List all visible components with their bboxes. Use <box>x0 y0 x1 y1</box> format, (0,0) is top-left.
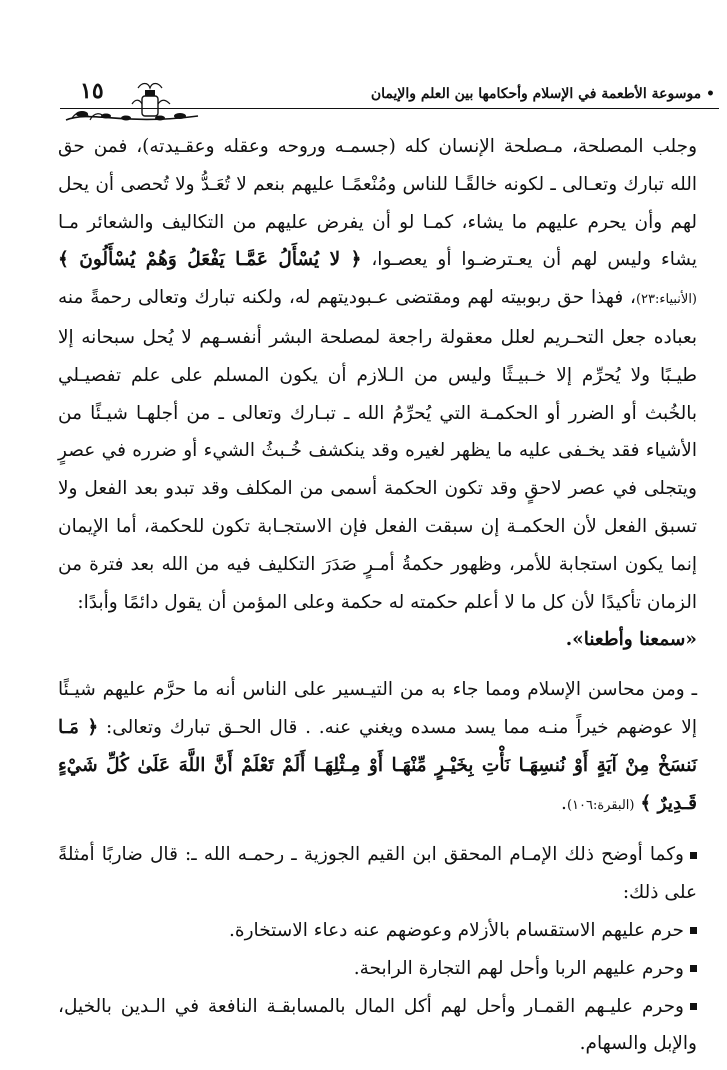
paragraph-1-end <box>58 621 697 659</box>
closing-phrase: «سمعنا وأطعنا». <box>565 629 697 651</box>
quran-verse-1: ﴿ لا يُسْأَلُ عَمَّـا يَفْعَلُ وَهُمْ يُسْأَلُونَ ﴾ <box>58 249 362 271</box>
list-item <box>58 912 697 950</box>
page-body <box>58 128 697 1063</box>
verse-2-period: . <box>561 792 567 814</box>
book-title: • موسوعة الأطعمة في الإسلام وأحكامها بين العلم والإيمان <box>370 86 715 102</box>
list-item-text: حرم عليهم الاستقسام بالأزلام وعوضهم عنه دعاء الاستخارة. <box>229 919 684 941</box>
bullet-square-icon <box>690 852 697 859</box>
section-gap-2 <box>58 824 697 836</box>
paragraph-2-text: ـ ومن محاسن الإسلام ومما جاء به من التيـسير على الناس أنه ما حرَّم عليهم شيـئًا إلا عوضهم خيراً منـه مما يسد مسده ويغني عنه. . قال الحـق تبارك وتعالى: <box>58 679 698 738</box>
paragraph-1-text: وجلب المصلحة، مـصلحة الإنسان كله (جسمـه وروحه وعقله وعقـيدته)، فمن حق الله تبارك وتعـالى ـ لكونه خالقًـا للناس ومُنْعمًـا عليهم بنعم لا تُعَـدُّ ولا تُحصى أن يحل لهم وأن يحرم عليهم ما يشاء، كمـا لو أن يفرض عليهم من التكاليف والشعائر مـا يشاء وليس لهم أن يعـترضـوا أو يعصـوا، <box>58 136 697 271</box>
paragraph-2 <box>58 671 697 824</box>
bullet-square-icon <box>690 927 697 934</box>
page-number: ١٥ <box>80 78 104 104</box>
paragraph-3-text: وكما أوضح ذلك الإمـام المحقق ابن القيم الجوزية ـ رحمـه الله ـ: قال ضاربًا أمثلةً على ذلك: <box>58 844 697 904</box>
paragraph-1 <box>58 128 697 621</box>
paragraph-1-continued: ، فهذا حق ربوبيته لهم ومقتضى عـبوديتهم له، ولكنه تبارك وتعالى رحمةً منه بعباده جعل التحـريم لعلل معقولة راجعة لمصلحة البشر أنفسـهم لا يُحل سبحانه إلا طيـبًا ولا يُحرِّم إلا خـبيـثًا وليس من الـلازم أن يكون المسلم على علم تفصيـلي بالخُبث أو الضرر أو الحكمـة التي يُحرِّمُ الله ـ تبـارك وتعالى ـ من أجلهـا شيـئًا من الأشياء فقد يخـفى عليه ما يظهر لغيره وقد ينكشف خُـبثُ الشيء أو ضرره في عصرٍ ويتجلى في عصر لاحقٍ وقد تكون الحكمة أسمى من المكلف وقد تبدو بعد الفعل ولا تسبق الفعل لأن الحكمـة إن سبقت الفعل فإن الاستجـابة تكون للحكمة، أما الإيمان إنما يكون استجابة للأمر، وظهور حكمةُ أمـرٍ صَدَرَ التكليف فيه من الله بعد فترة من الزمان تأكيدًا لأن كل ما لا أعلم حكمته له حكمة وعلى المؤمن أن يقول دائمًا وأبدًا: <box>58 287 697 613</box>
quran-verse-2: ﴿ مَـا نَنسَخْ مِنْ آيَةٍ أَوْ نُنسِهَـا نَأْتِ بِخَيْـرٍ مِّنْهَـا أَوْ مِـثْلِهَـا أَلَمْ تَعْلَمْ أَنَّ اللَّهَ عَلَىٰ كُلِّ شَيْءٍ قَـدِيرٌ ﴾ <box>58 716 697 814</box>
section-gap <box>58 659 697 671</box>
list-item <box>58 950 697 988</box>
verse-reference-2: (البقرة:١٠٦) <box>566 797 635 813</box>
list-item-text: وحرم عليـهم القمـار وأحل لهم أكل المال بالمسابقـة النافعة في الـدين بالخيل، والإبل والسهام. <box>58 995 697 1055</box>
paragraph-3 <box>58 836 697 912</box>
bullet-square-icon <box>690 965 697 972</box>
running-header <box>0 78 727 128</box>
list-item-text: وحرم عليهم الربا وأحل لهم التجارة الرابحة. <box>353 957 684 979</box>
bullet-square-icon <box>690 1003 697 1010</box>
verse-reference-1: (الأنبياء:٢٣) <box>635 292 697 308</box>
list-item <box>58 988 697 1064</box>
